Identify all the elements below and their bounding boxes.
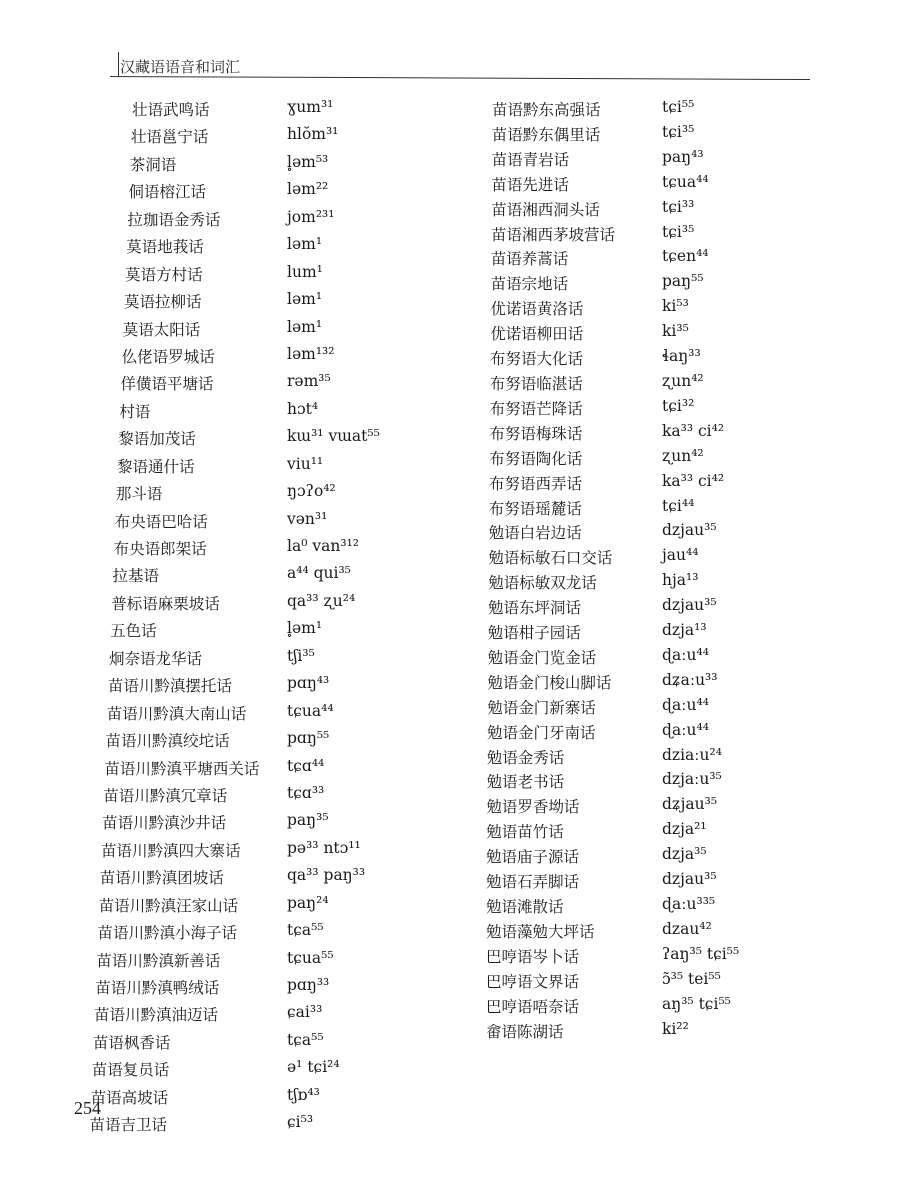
entry-row — [82, 1113, 472, 1140]
entry-row — [82, 427, 472, 454]
ipa-transcription: ɖaːu⁴⁴ — [662, 720, 709, 739]
ipa-transcription: hlŏm³¹ — [287, 125, 339, 144]
ipa-transcription: dʑjau³⁵ — [662, 795, 718, 814]
ipa-transcription: tɕi⁴⁴ — [662, 496, 695, 515]
dialect-name: 那斗语 — [115, 485, 163, 504]
dialect-name: 勉语标敏双龙话 — [488, 574, 597, 593]
ipa-transcription: paŋ³⁵ — [287, 811, 329, 830]
ipa-transcription: pə³³ ntɔ¹¹ — [287, 838, 361, 857]
dialect-name: 巴哼语岑卜话 — [486, 947, 580, 966]
entry-row — [82, 455, 472, 482]
dialect-name: 黎语通什话 — [117, 457, 195, 476]
ipa-transcription: ɕi⁵³ — [287, 1113, 314, 1132]
entry-row — [486, 521, 786, 546]
entry-row — [82, 318, 472, 345]
dialect-name: 苗语宗地话 — [490, 275, 569, 294]
ipa-transcription: tɕen⁴⁴ — [662, 247, 709, 266]
ipa-transcription: ɬaŋ³³ — [662, 347, 701, 366]
dialect-name: 布努语临湛话 — [489, 374, 583, 393]
entry-row — [486, 945, 786, 970]
entry-row — [486, 272, 786, 297]
dialect-name: 苗语川黔滇摆托话 — [107, 677, 232, 696]
ipa-transcription: tɕi³⁵ — [662, 122, 695, 141]
entry-row — [82, 537, 472, 564]
ipa-transcription: ɖaːu³³⁵ — [662, 895, 716, 913]
entry-row — [486, 247, 786, 272]
dialect-name: 苗语黔东高强话 — [492, 101, 601, 119]
dialect-name: 莫语地莪话 — [126, 238, 204, 257]
ipa-transcription: pɑŋ³³ — [287, 976, 330, 994]
ipa-transcription: ʐun⁴² — [662, 371, 704, 390]
entry-row — [82, 894, 472, 921]
dialect-name: 苗语养蒿话 — [490, 250, 569, 269]
entry-row — [486, 746, 786, 771]
entry-row — [486, 571, 786, 596]
dialect-name: 拉珈语金秀话 — [127, 210, 221, 229]
entry-row — [486, 895, 786, 920]
entry-row — [486, 696, 786, 721]
entry-row — [82, 976, 472, 1003]
entry-row — [82, 510, 472, 537]
ipa-transcription: tʃɒ⁴³ — [287, 1085, 320, 1104]
entry-row — [486, 497, 786, 522]
entry-row — [82, 125, 472, 152]
dialect-name: 勉语东坪洞话 — [488, 599, 582, 618]
ipa-transcription: ʐun⁴² — [662, 446, 704, 465]
dialect-name: 茶洞语 — [129, 155, 177, 174]
entry-row — [486, 1020, 786, 1045]
ipa-transcription: tɕua⁴⁴ — [662, 172, 709, 191]
entry-row — [82, 674, 472, 701]
entry-row — [82, 619, 472, 646]
entry-row — [82, 1086, 472, 1113]
dialect-name: 勉语罗香坳话 — [486, 798, 580, 817]
entry-row — [486, 795, 786, 820]
ipa-transcription: ə¹ tɕi²⁴ — [287, 1058, 340, 1077]
dialect-name: 苗语湘西洞头话 — [491, 200, 600, 219]
entry-row — [486, 845, 786, 870]
dialect-name: 勉语金秀话 — [486, 748, 565, 767]
ipa-transcription: tɕua⁵⁵ — [287, 948, 334, 967]
running-header-title: 汉藏语语音和词汇 — [120, 58, 241, 76]
dialect-name: 苗语青岩话 — [491, 150, 570, 169]
ipa-transcription: l̥əm¹ — [287, 619, 323, 638]
entry-row — [486, 347, 786, 372]
dialect-name: 苗语川黔滇油迈话 — [94, 1006, 219, 1025]
entry-row — [486, 820, 786, 845]
ipa-transcription: rəm³⁵ — [287, 372, 331, 391]
entry-row — [82, 1003, 472, 1030]
left-word-column — [82, 98, 472, 1141]
ipa-transcription: tɕi⁵⁵ — [662, 98, 695, 116]
entry-row — [82, 592, 472, 619]
ipa-transcription: viu¹¹ — [287, 454, 324, 473]
entry-row — [82, 866, 472, 893]
dialect-name: 炯奈语龙华话 — [109, 649, 203, 668]
ipa-transcription: ʔaŋ³⁵ tɕi⁵⁵ — [662, 944, 740, 963]
entry-row — [82, 1031, 472, 1058]
entry-row — [82, 839, 472, 866]
dialect-name: 苗语先进话 — [491, 175, 569, 194]
entry-row — [82, 263, 472, 290]
header-rule — [110, 76, 810, 80]
ipa-transcription: aŋ³⁵ tɕi⁵⁵ — [662, 994, 731, 1013]
ipa-transcription: dzjau³⁵ — [662, 870, 717, 889]
ipa-transcription: tɕi³² — [662, 396, 695, 415]
dialect-name: 莫语方村话 — [125, 265, 203, 284]
entry-row — [82, 811, 472, 838]
ipa-transcription: dzjau³⁵ — [662, 596, 717, 615]
ipa-transcription: qa³³ paŋ³³ — [287, 866, 366, 885]
entry-row — [486, 223, 786, 248]
entry-row — [486, 920, 786, 945]
ipa-transcription: tɕɑ³³ — [287, 783, 325, 802]
entry-row — [486, 198, 786, 223]
entry-row — [486, 870, 786, 895]
dialect-name: 优诺语柳田话 — [490, 325, 584, 344]
dialect-name: 苗语川黔滇小海子话 — [97, 924, 238, 943]
entry-row — [82, 729, 472, 756]
entry-row — [82, 290, 472, 317]
entry-row — [82, 345, 472, 372]
ipa-transcription: ləm²² — [287, 180, 329, 199]
ipa-transcription: paŋ⁵⁵ — [662, 272, 704, 291]
dialect-name: 勉语老书话 — [486, 773, 565, 792]
dialect-name: 巴哼语文界话 — [486, 972, 580, 991]
entry-row — [486, 546, 786, 571]
entry-row — [486, 770, 786, 795]
ipa-transcription: dzjau³⁵ — [662, 521, 717, 540]
entry-row — [486, 148, 786, 173]
entry-row — [486, 671, 786, 696]
entry-row — [82, 921, 472, 948]
entry-row — [82, 757, 472, 784]
ipa-transcription: dzau⁴² — [662, 919, 712, 938]
dialect-name: 莫语太阳话 — [122, 320, 201, 339]
dialect-name: 布努语芒降话 — [489, 399, 583, 418]
ipa-transcription: paŋ²⁴ — [287, 893, 329, 912]
dialect-name: 苗语高坡话 — [90, 1088, 169, 1107]
entry-row — [82, 208, 472, 235]
right-word-column — [486, 98, 786, 1044]
dialect-name: 苗语川黔滇四大寨话 — [100, 841, 241, 860]
ipa-transcription: tɕi³³ — [662, 197, 695, 216]
dialect-name: 布央语郎架话 — [113, 540, 207, 558]
ipa-transcription: dzja²¹ — [662, 820, 707, 839]
entry-row — [82, 235, 472, 262]
entry-row — [486, 422, 786, 447]
dialect-name: 巴哼语唔奈话 — [486, 997, 580, 1016]
ipa-transcription: tʃi³⁵ — [287, 646, 315, 665]
ipa-transcription: ɖaːu⁴⁴ — [662, 645, 709, 664]
ipa-transcription: ləm¹ — [287, 317, 323, 336]
ipa-transcription: dzja¹³ — [662, 621, 707, 640]
dialect-name: 拉基语 — [112, 567, 159, 586]
ipa-transcription: tɕi³⁵ — [662, 222, 695, 241]
entry-row — [82, 1058, 472, 1085]
dialect-name: 苗语吉卫话 — [89, 1116, 167, 1135]
ipa-transcription: pɑŋ⁵⁵ — [287, 729, 330, 748]
dialect-name: 苗语川黔滇冗章话 — [103, 786, 228, 805]
entry-row — [486, 621, 786, 646]
entry-row — [486, 995, 786, 1020]
dialect-name: 佯僙语平塘话 — [120, 375, 214, 394]
dialect-name: 勉语标敏石口交话 — [488, 549, 613, 568]
entry-row — [486, 173, 786, 198]
ipa-transcription: hja¹³ — [662, 571, 699, 590]
dialect-name: 畲语陈湖话 — [486, 1022, 564, 1041]
dialect-name: 布央语巴哈话 — [114, 512, 208, 531]
dialect-name: 勉语白岩边话 — [488, 524, 582, 543]
dialect-name: 壮语邕宁话 — [130, 128, 209, 147]
ipa-transcription: tɕa⁵⁵ — [287, 921, 324, 940]
ipa-transcription: ki²² — [662, 1019, 689, 1038]
dialect-name: 苗语川黔滇绞坨话 — [105, 732, 230, 751]
entry-row — [82, 400, 472, 427]
ipa-transcription: kɯ³¹ vɯat⁵⁵ — [287, 427, 380, 446]
dialect-name: 侗语榕江话 — [128, 183, 207, 202]
dialect-name: 布努语梅珠话 — [489, 424, 583, 443]
entry-row — [486, 472, 786, 497]
ipa-transcription: pɑŋ⁴³ — [287, 674, 330, 693]
ipa-transcription: ki⁵³ — [662, 297, 689, 316]
entry-row — [82, 153, 472, 180]
dialect-name: 黎语加茂话 — [118, 430, 196, 449]
entry-row — [82, 482, 472, 509]
dialect-name: 苗语黔东偶里话 — [491, 125, 601, 144]
dialect-name: 壮语武鸣话 — [132, 101, 210, 119]
ipa-transcription: ka³³ ci⁴² — [662, 471, 725, 490]
dialect-name: 布努语大化话 — [490, 350, 584, 369]
ipa-transcription: ŋɔʔo⁴² — [287, 482, 336, 501]
dialect-name: 村语 — [119, 402, 151, 421]
ipa-transcription: qa³³ ʐu²⁴ — [287, 591, 356, 610]
entry-row — [486, 123, 786, 148]
ipa-transcription: ki³⁵ — [662, 322, 689, 341]
dialect-name: 苗语湘西茅坡营话 — [491, 225, 616, 244]
entry-row — [486, 297, 786, 322]
dialect-name: 五色话 — [110, 622, 157, 641]
dialect-name: 苗语复员话 — [91, 1061, 170, 1080]
ipa-transcription: ləm¹ — [287, 290, 323, 309]
entry-row — [82, 98, 472, 125]
ipa-transcription: ɔ̃³⁵ tei⁵⁵ — [662, 969, 721, 988]
ipa-transcription: ɣum³¹ — [287, 98, 334, 116]
dialect-name: 勉语庙子源话 — [486, 848, 580, 867]
dialect-name: 苗语川黔滇平塘西关话 — [104, 759, 260, 778]
ipa-transcription: dzjaːu³⁵ — [662, 770, 722, 789]
ipa-transcription: dzja³⁵ — [662, 845, 707, 864]
ipa-transcription: dʑaːu³³ — [662, 670, 718, 689]
entry-row — [82, 784, 472, 811]
ipa-transcription: ləm¹³² — [287, 344, 335, 363]
dialect-name: 仫佬语罗城话 — [121, 347, 215, 366]
entry-row — [82, 647, 472, 674]
dialect-name: 苗语川黔滇汪家山话 — [98, 896, 239, 915]
entry-row — [82, 949, 472, 976]
entry-row — [486, 372, 786, 397]
ipa-transcription: tɕa⁵⁵ — [287, 1030, 324, 1049]
ipa-transcription: ɕai³³ — [287, 1003, 323, 1022]
ipa-transcription: paŋ⁴³ — [662, 147, 704, 166]
dialect-name: 勉语苗竹话 — [486, 823, 564, 842]
dialect-name: 勉语金门牙南话 — [487, 723, 596, 742]
dialect-name: 勉语金门新寨话 — [487, 698, 596, 717]
ipa-transcription: dziaːu²⁴ — [662, 745, 722, 764]
ipa-transcription: l̥əm⁵³ — [287, 152, 329, 171]
entry-row — [486, 970, 786, 995]
entry-row — [486, 646, 786, 671]
dialect-name: 布努语陶化话 — [489, 449, 583, 468]
dialect-name: 苗语川黔滇新善话 — [96, 951, 221, 970]
dialect-name: 勉语金门览金话 — [487, 648, 597, 667]
entry-row — [82, 564, 472, 591]
ipa-transcription: a⁴⁴ qui³⁵ — [287, 564, 351, 583]
dialect-name: 优诺语黄洛话 — [490, 300, 584, 319]
ipa-transcription: ka³³ ci⁴² — [662, 421, 725, 440]
ipa-transcription: tɕɑ⁴⁴ — [287, 756, 325, 775]
ipa-transcription: jau⁴⁴ — [662, 546, 699, 565]
dialect-name: 勉语金门梭山脚话 — [487, 673, 612, 692]
dialect-name: 莫语拉柳话 — [123, 293, 202, 312]
dialect-name: 普标语麻栗坡话 — [111, 594, 220, 613]
entry-row — [82, 180, 472, 207]
dialect-name: 勉语柑子园话 — [487, 624, 581, 643]
entry-row — [82, 702, 472, 729]
ipa-transcription: tɕua⁴⁴ — [287, 701, 334, 720]
entry-row — [486, 447, 786, 472]
dialect-name: 苗语川黔滇鸭绒话 — [95, 979, 220, 997]
dialect-name: 苗语川黔滇沙井话 — [102, 814, 227, 833]
ipa-transcription: ɖaːu⁴⁴ — [662, 695, 709, 714]
ipa-transcription: la⁰ van³¹² — [287, 537, 359, 555]
ipa-transcription: jom²³¹ — [287, 207, 335, 226]
dialect-name: 苗语川黔滇团坡话 — [99, 869, 224, 888]
dialect-name: 勉语藻勉大坪话 — [486, 922, 595, 941]
ipa-transcription: vən³¹ — [287, 509, 328, 528]
ipa-transcription: lum¹ — [287, 262, 323, 281]
dialect-name: 苗语川黔滇大南山话 — [106, 704, 247, 723]
entry-row — [486, 397, 786, 422]
header-tick-mark — [118, 52, 119, 76]
entry-row — [486, 322, 786, 347]
dialect-name: 布努语西弄话 — [489, 474, 583, 493]
dialect-name: 苗语枫香话 — [92, 1033, 171, 1052]
ipa-transcription: hɔt⁴ — [287, 399, 319, 418]
dialect-name: 布努语瑶麓话 — [488, 499, 582, 518]
dialect-name: 勉语滩散话 — [486, 898, 564, 916]
entry-row — [82, 372, 472, 399]
entry-row — [486, 596, 786, 621]
ipa-transcription: ləm¹ — [287, 235, 323, 254]
page-number: 254 — [74, 1098, 101, 1118]
entry-row — [486, 721, 786, 746]
dialect-name: 勉语石弄脚话 — [486, 873, 580, 892]
entry-row — [486, 98, 786, 123]
